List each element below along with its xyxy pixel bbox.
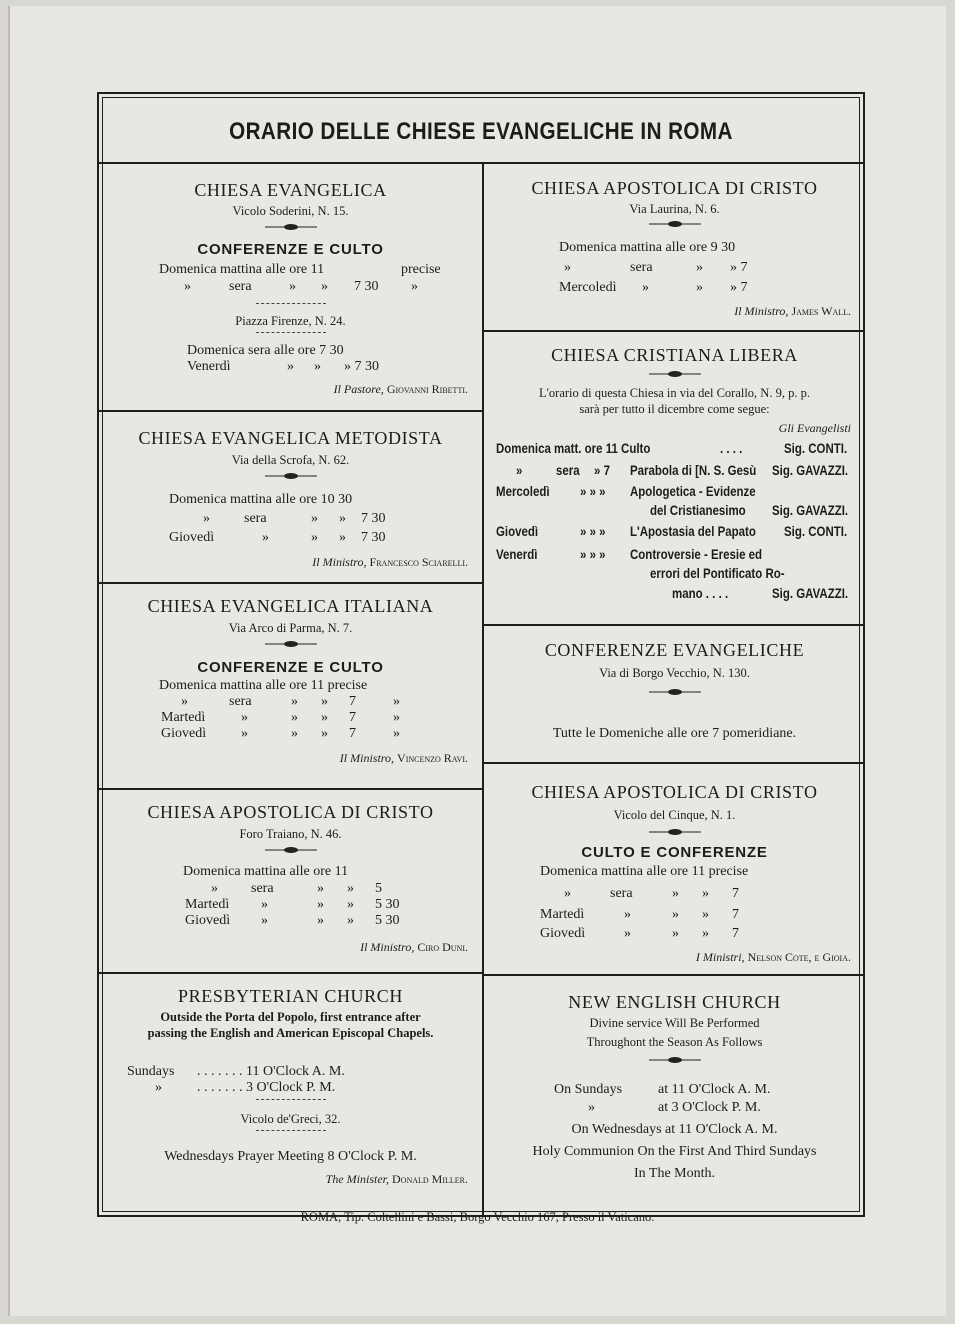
schedule-line: Tutte le Domeniche alle ore 7 pomeridiane.: [552, 726, 797, 741]
ornament-icon: [261, 223, 321, 231]
ditto-mark: »: [291, 710, 298, 725]
ditto-mark: »: [321, 726, 328, 741]
schedule-day: Sundays: [127, 1064, 175, 1079]
description: Throughont the Season As Follows: [586, 1035, 763, 1049]
section-conferenze: [484, 626, 865, 766]
ditto-mark: »: [339, 530, 346, 545]
schedule-day: Venerdì: [496, 546, 538, 562]
ditto-mark: »: [289, 279, 296, 294]
schedule-line: Domenica mattina alle ore 10 30: [169, 492, 353, 507]
ditto-mark: »: [411, 279, 418, 294]
section-chiesa-evangelica: [99, 164, 482, 406]
evangelists-note: Gli Evangelisti: [778, 421, 851, 435]
printer-footer: ROMA, Tip. Coltellini e Bassi, Borgo Vecchio 167, Presso il Vaticano.: [300, 1210, 655, 1224]
schedule-line: sera: [244, 511, 267, 526]
section-caption: CONFERENZE E CULTO: [197, 241, 384, 258]
topic: Controversie - Eresie ed: [630, 546, 763, 562]
schedule-day: Giovedì: [496, 523, 539, 539]
ditto-mark: »: [184, 279, 191, 294]
schedule-time: 7: [732, 926, 739, 941]
right-column: [482, 164, 865, 1215]
ornament-icon: [261, 846, 321, 854]
schedule-time: 7 30: [361, 511, 386, 526]
schedule-row: sera: [556, 462, 580, 478]
ditto-mark: »: [155, 1080, 162, 1095]
ditto-mark: »: [321, 279, 328, 294]
schedule-line: In The Month.: [633, 1166, 715, 1181]
address: Via Laurina, N. 6.: [629, 202, 720, 216]
ditto-mark: »: [287, 359, 294, 374]
ditto-mark: »: [702, 926, 709, 941]
ditto-mark: »: [672, 886, 679, 901]
section-title: CONFERENZE EVANGELICHE: [544, 640, 805, 660]
schedule-row: Domenica matt. ore 11 Culto: [496, 440, 651, 456]
schedule-time: . . . . . . . 3 O'Clock P. M.: [197, 1080, 336, 1095]
ditto-mark: »: [696, 280, 703, 295]
schedule-line: sera: [229, 694, 252, 709]
schedule-line: Domenica sera alle ore 7 30: [187, 343, 344, 358]
schedule-line: Domenica mattina alle ore 9 30: [559, 240, 736, 255]
topic: Parabola di [N. S. Gesù: [630, 462, 757, 478]
section-caption: CULTO E CONFERENZE: [581, 844, 768, 861]
ditto-mark: »: [393, 694, 400, 709]
schedule-time: 7: [732, 886, 739, 901]
ditto-mark: »: [702, 886, 709, 901]
page-title: ORARIO DELLE CHIESE EVANGELICHE IN ROMA: [229, 118, 733, 145]
section-title: CHIESA EVANGELICA METODISTA: [138, 428, 443, 448]
address: Via Arco di Parma, N. 7.: [228, 621, 353, 635]
topic: del Cristianesimo: [650, 502, 746, 518]
schedule-line: On Wednesdays at 11 O'Clock A. M.: [571, 1122, 778, 1137]
section-title: CHIESA APOSTOLICA DI CRISTO: [147, 802, 434, 822]
ditto-mark: »: [203, 511, 210, 526]
schedule-time: 5: [375, 881, 382, 896]
topic: L'Apostasia del Papato: [630, 523, 756, 539]
address: Foro Traiano, N. 46.: [239, 827, 342, 841]
ornament-icon: [261, 640, 321, 648]
schedule-time: at 11 O'Clock A. M.: [658, 1082, 771, 1097]
speaker: Sig. GAVAZZI.: [772, 502, 849, 518]
schedule-line: Domenica mattina alle ore 11 precise: [540, 864, 749, 879]
minister-credit: Il Ministro, Francesco Sciarelli.: [312, 555, 468, 569]
minister-credit: I Ministri, Nelson Cote, e Gioia.: [695, 950, 851, 964]
intro-text: L'orario di questa Chiesa in via del Corallo, N. 9, p. p.: [539, 386, 810, 400]
schedule-day: Giovedì: [161, 726, 207, 741]
ditto-mark: »: [181, 694, 188, 709]
section-apostolica-traiano: [99, 790, 482, 976]
ditto-mark: »: [314, 359, 321, 374]
schedule-time: at 3 O'Clock P. M.: [658, 1100, 761, 1115]
schedule-line: Holy Communion On the First And Third Sundays: [532, 1144, 817, 1159]
ornament-icon: [645, 828, 705, 836]
schedule-day: Martedì: [185, 897, 230, 912]
schedule-day: Giovedì: [540, 926, 586, 941]
speaker: Sig. GAVAZZI.: [772, 585, 849, 601]
ditto-mark: »: [311, 511, 318, 526]
schedule-day: Venerdì: [187, 359, 231, 374]
schedule-time: » 7: [594, 462, 610, 478]
ditto-mark: »: [317, 913, 324, 928]
ditto-mark: »: [393, 726, 400, 741]
ditto-mark: »: [393, 710, 400, 725]
section-title: PRESBYTERIAN CHURCH: [178, 986, 403, 1006]
schedule-line: sera: [630, 260, 653, 275]
schedule-line: sera: [251, 881, 274, 896]
ditto-mark: »: [291, 694, 298, 709]
ornament-icon: [645, 220, 705, 228]
ditto-mark: »: [321, 710, 328, 725]
section-title: CHIESA EVANGELICA: [194, 180, 387, 200]
minister-credit: Il Pastore, Giovanni Ribetti.: [333, 382, 468, 396]
ditto-mark: »: [321, 694, 328, 709]
ditto-mark: »: [291, 726, 298, 741]
ditto-mark: »: [261, 913, 268, 928]
ditto-mark: »: [624, 926, 631, 941]
intro-text: sarà per tutto il dicembre come segue:: [579, 402, 770, 416]
schedule-time: » 7: [730, 280, 748, 295]
topic: mano . . . .: [672, 585, 729, 601]
section-apostolica-cinque: [484, 764, 865, 974]
ditto-mark: »: [642, 280, 649, 295]
ditto-mark: »: [317, 881, 324, 896]
topic: errori del Pontificato Ro-: [650, 565, 785, 581]
address: Vicolo Soderini, N. 15.: [232, 204, 349, 218]
section-title: CHIESA APOSTOLICA DI CRISTO: [531, 782, 818, 802]
schedule-line: Wednesdays Prayer Meeting 8 O'Clock P. M.: [164, 1149, 417, 1164]
schedule-line: Domenica mattina alle ore 11: [159, 262, 325, 277]
ditto-mark: »: [347, 913, 354, 928]
schedule-note: precise: [401, 262, 441, 277]
section-title: NEW ENGLISH CHURCH: [568, 992, 781, 1012]
ditto-mark: » » »: [580, 546, 606, 562]
schedule-day: Martedì: [540, 907, 585, 922]
section-english-church: [484, 976, 865, 1211]
section-presbyterian: [99, 974, 482, 1214]
section-rule: [99, 410, 482, 412]
schedule-time: » 7 30: [344, 359, 379, 374]
schedule-day: On Sundays: [554, 1082, 623, 1097]
ditto-mark: »: [211, 881, 218, 896]
dashed-divider: [256, 1099, 326, 1100]
topic: Apologetica - Evidenze: [630, 483, 756, 499]
speaker: Sig. CONTI.: [784, 523, 848, 539]
schedule-time: 7 30: [354, 279, 379, 294]
schedule-day: Giovedì: [169, 530, 215, 545]
schedule-line: Domenica mattina alle ore 11: [183, 864, 349, 879]
address: Via di Borgo Vecchio, N. 130.: [599, 666, 750, 680]
schedule-day: Giovedì: [185, 913, 231, 928]
schedule-time: 7: [732, 907, 739, 922]
schedule-day: Mercoledì: [559, 280, 617, 295]
address: Via della Scrofa, N. 62.: [231, 453, 350, 467]
leader-dots: . . . .: [720, 440, 743, 456]
schedule-line: sera: [229, 279, 252, 294]
description: passing the English and American Episcopal Chapels.: [147, 1026, 434, 1040]
speaker: Sig. GAVAZZI.: [772, 462, 849, 478]
ditto-mark: »: [588, 1100, 595, 1115]
ditto-mark: »: [624, 907, 631, 922]
description: Outside the Porta del Popolo, first entrance after: [160, 1010, 421, 1024]
schedule-day: Martedì: [161, 710, 206, 725]
ditto-mark: » » »: [580, 523, 606, 539]
schedule-time: 7 30: [361, 530, 386, 545]
minister-credit: Il Ministro, Ciro Duni.: [360, 940, 468, 954]
dashed-divider: [256, 332, 326, 333]
schedule-time: 7: [349, 726, 356, 741]
ditto-mark: »: [564, 260, 571, 275]
ditto-mark: »: [696, 260, 703, 275]
speaker: Sig. CONTI.: [784, 440, 848, 456]
schedule-time: 7: [349, 710, 356, 725]
dashed-divider: [256, 1130, 326, 1131]
schedule-day: Mercoledì: [496, 483, 550, 499]
ornament-icon: [645, 688, 705, 696]
timetable-frame: [97, 92, 865, 1217]
schedule-line: sera: [610, 886, 633, 901]
ditto-mark: »: [241, 726, 248, 741]
ditto-mark: »: [672, 926, 679, 941]
address: Vicolo del Cinque, N. 1.: [613, 808, 736, 822]
schedule-time: 5 30: [375, 913, 400, 928]
ditto-mark: »: [311, 530, 318, 545]
dashed-divider: [256, 303, 326, 304]
section-caption: CONFERENZE E CULTO: [197, 659, 384, 676]
schedule-time: . . . . . . . 11 O'Clock A. M.: [197, 1064, 345, 1079]
schedule-line: Domenica mattina alle ore 11 precise: [159, 678, 368, 693]
ditto-mark: »: [702, 907, 709, 922]
description: Divine service Will Be Performed: [589, 1016, 760, 1030]
ditto-mark: »: [241, 710, 248, 725]
ditto-mark: »: [317, 897, 324, 912]
section-title: CHIESA EVANGELICA ITALIANA: [147, 596, 434, 616]
schedule-time: 7: [349, 694, 356, 709]
ornament-icon: [645, 370, 705, 378]
schedule-time: » 7: [730, 260, 748, 275]
ditto-mark: »: [672, 907, 679, 922]
ditto-mark: »: [262, 530, 269, 545]
ditto-mark: »: [347, 881, 354, 896]
minister-credit: The Minister, Donald Miller.: [325, 1172, 468, 1186]
ditto-mark: »: [564, 886, 571, 901]
schedule-time: 5 30: [375, 897, 400, 912]
section-title: CHIESA APOSTOLICA DI CRISTO: [531, 178, 818, 198]
address: Piazza Firenze, N. 24.: [235, 314, 346, 328]
minister-credit: Il Ministro, James Wall.: [734, 304, 851, 318]
header: [99, 94, 863, 164]
ditto-mark: »: [339, 511, 346, 526]
section-title: CHIESA CRISTIANA LIBERA: [551, 345, 798, 365]
ditto-mark: »: [516, 462, 523, 478]
ditto-mark: » » »: [580, 483, 606, 499]
ornament-icon: [645, 1056, 705, 1064]
ditto-mark: »: [347, 897, 354, 912]
address: Vicolo de'Greci, 32.: [240, 1112, 341, 1126]
ornament-icon: [261, 472, 321, 480]
section-apostolica-laurina: [484, 164, 865, 334]
section-italiana: [99, 584, 482, 784]
minister-credit: Il Ministro, Vincenzo Ravi.: [339, 751, 468, 765]
ditto-mark: »: [261, 897, 268, 912]
section-metodista: [99, 414, 482, 584]
